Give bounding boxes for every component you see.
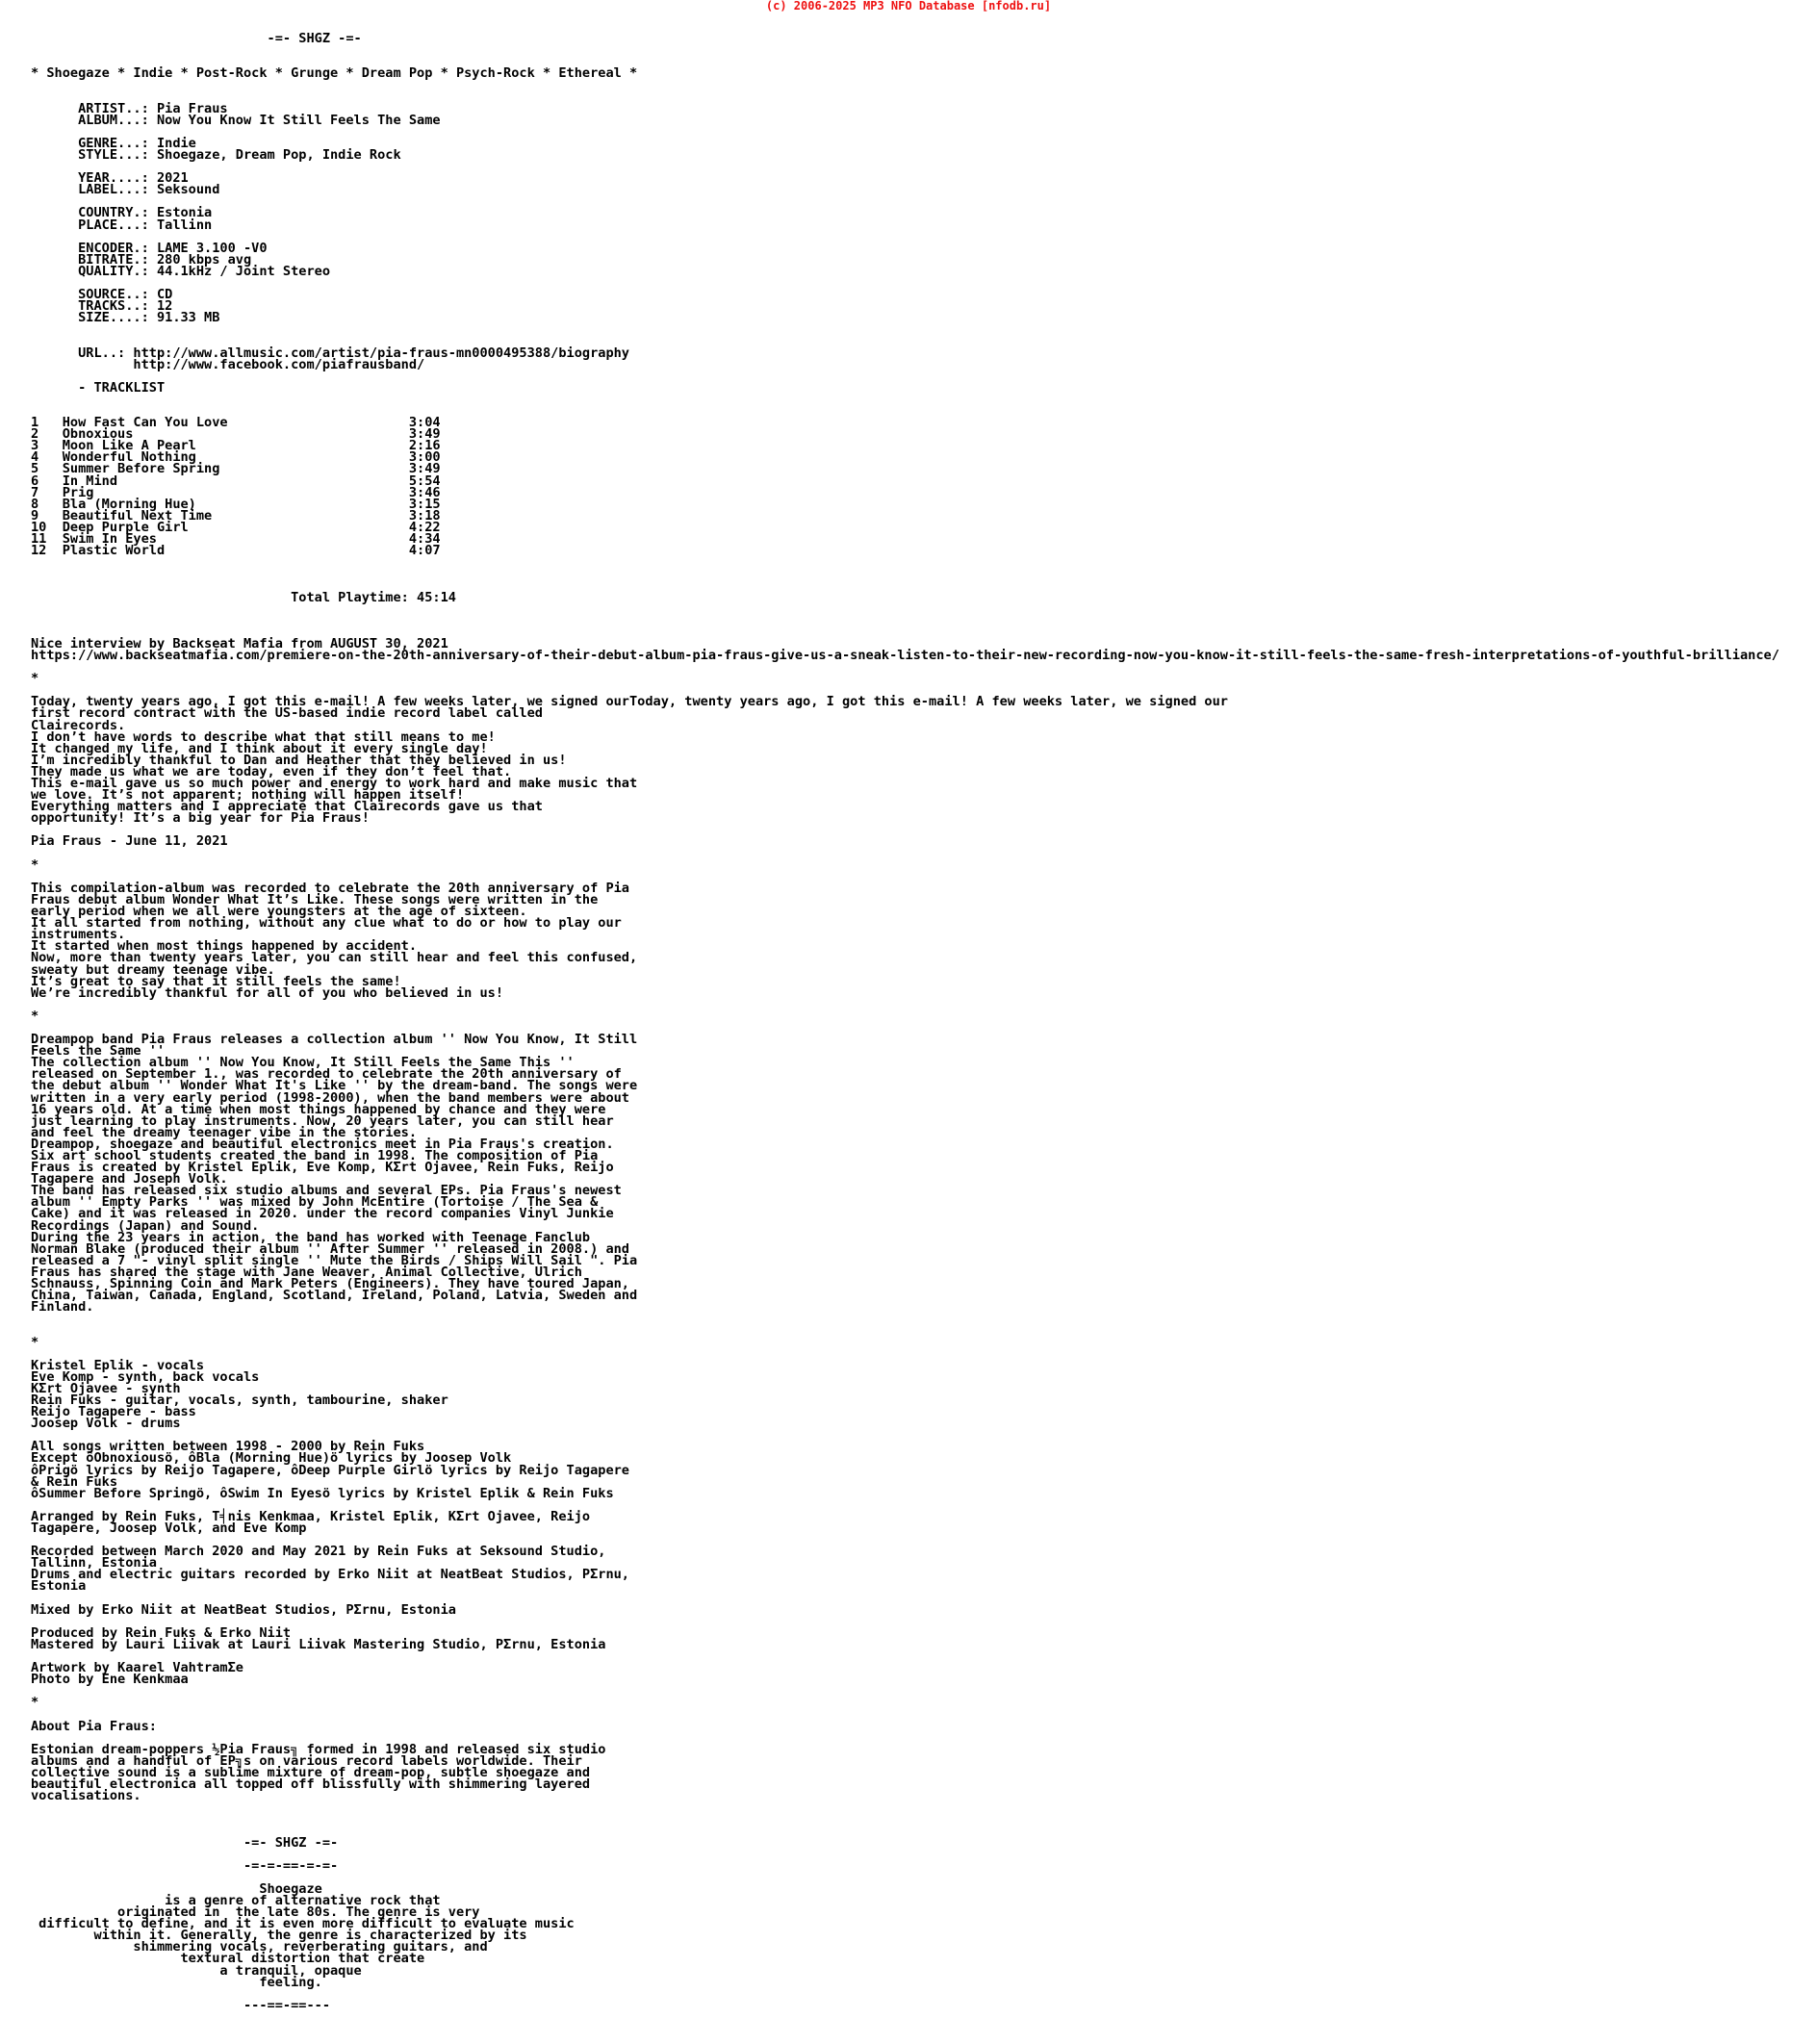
nfo-text-body: -=- SHGZ -=- * Shoegaze * Indie * Post-Rock * Grunge * Dream Pop * Psych-Rock * Ethereal * ARTIST..: Pia Fraus ALBUM...: Now You Know It Still Feels The Same GENRE...: Indie STYLE...: Shoegaze, Dream Pop, Indie Rock YEAR....: 2021 LABEL...: Seksound COUNTRY.: Estonia PLACE...: Tallinn ENCODER.: LAME 3.100 -V0 BITRATE.: 280 kbps avg QUALITY.: 44.1kHz / Joint Stereo SOURCE..: CD TRACKS..: 12 SIZE....: 91.33 MB URL..: http://www.allmusic.com/artist/pia-fraus-mn0000495388/biography http://www.facebook.com/piafrausband/ - TRACKLIST 1 How Fast Can You Love 3:04 2 Obnoxious 3:49 3 Moon Like A Pearl 2:16 4 Wonderful Nothing 3:00 5 Summer Before Spring 3:49 6 In Mind 5:54 7 Prig 3:46 8 Bla (Morning Hue) 3:15 9 Beautiful Next Time 3:18 10 Deep Purple Girl 4:22 11 Swim In Eyes 4:34 12 Plastic World 4:07 Total Playtime: 45:14 Nice interview by Backseat Mafia from AUGUST 30, 2021 https://www.backseatmafia.com/premiere-on-the-20th-anniversary-of-their-debut-album-pia-fraus-give-us-a-sneak-listen-to-their-new-recording-now-you-know-it-still-feels-the-same-fresh-interpretations-of-youthful-brilliance/ * Today, twenty years ago, I got this e-mail! A few weeks later, we signed ourToday, twenty years ago, I got this e-mail! A few weeks later, we signed our first record contract with the US-based indie record label called Clairecords. I don’t have words to describe what that still means to me! It changed my life, and I think about it every single day! I’m incredibly thankful to Dan and Heather that they believed in us! They made us what we are today, even if they don’t feel that. This e-mail gave us so much power and energy to work hard and make music that we love. It’s not apparent; nothing will happen itself! Everything matters and I appreciate that Clairecords gave us that opportunity! It’s a big year for Pia Fraus! Pia Fraus - June 11, 2021 * This compilation-album was recorded to celebrate the 20th anniversary of Pia Fraus debut album Wonder What It’s Like. These songs were written in the early period when we all were youngsters at the age of sixteen. It all started from nothing, without any clue what to do or how to play our instruments. It started when most things happened by accident. Now, more than twenty years later, you can still hear and feel this confused, sweaty but dreamy teenage vibe. It’s great to say that it still feels the same! We’re incredibly thankful for all of you who believed in us! * Dreampop band Pia Fraus releases a collection album '' Now You Know, It Still Feels the Same '' The collection album '' Now You Know, It Still Feels the Same This '' released on September 1., was recorded to celebrate the 20th anniversary of the debut album '' Wonder What It's Like '' by the dream-band. The songs were written in a very early period (1998-2000), when the band members were about 16 years old. At a time when most things happened by chance and they were just learning to play instruments. Now, 20 years later, you can still hear and feel the dreamy teenager vibe in the stories. Dreampop, shoegaze and beautiful electronics meet in Pia Fraus's creation. Six art school students created the band in 1998. The composition of Pia Fraus is created by Kristel Eplik, Eve Komp, KΣrt Ojavee, Rein Fuks, Reijo Tagapere and Joseph Volk. The band has released six studio albums and several EPs. Pia Fraus's newest album '' Empty Parks '' was mixed by John McEntire (Tortoise / The Sea & Cake) and it was released in 2020. under the record companies Vinyl Junkie Recordings (Japan) and Sound. During the 23 years in action, the band has worked with Teenage Fanclub Norman Blake (produced their album '' After Summer '' released in 2008.) and released a 7 "- vinyl split single '' Mute the Birds / Ships Will Sail ". Pia Fraus has shared the stage with Jane Weaver, Animal Collective, Ulrich Schnauss, Spinning Coin and Mark Peters (Engineers). They have toured Japan, China, Taiwan, Canada, England, Scotland, Ireland, Poland, Latvia, Sweden and Finland. * Kristel Eplik - vocals Eve Komp - synth, back vocals KΣrt Ojavee - synth Rein Fuks - guitar, vocals, synth, tambourine, shaker Reijo Tagapere - bass Joosep Volk - drums All songs written between 1998 - 2000 by Rein Fuks Except ôObnoxiousö, ôBla (Morning Hue)ö lyrics by Joosep Volk ôPrigö lyrics by Reijo Tagapere, ôDeep Purple Girlö lyrics by Reijo Tagapere & Rein Fuks ôSummer Before Springö, ôSwim In Eyesö lyrics by Kristel Eplik & Rein Fuks Arranged by Rein Fuks, T╡nis Kenkmaa, Kristel Eplik, KΣrt Ojavee, Reijo Tagapere, Joosep Volk, and Eve Komp Recorded between March 2020 and May 2021 by Rein Fuks at Seksound Studio, Tallinn, Estonia Drums and electric guitars recorded by Erko Niit at NeatBeat Studios, PΣrnu, Estonia Mixed by Erko Niit at NeatBeat Studios, PΣrnu, Estonia Produced by Rein Fuks & Erko Niit Mastered by Lauri Liivak at Lauri Liivak Mastering Studio, PΣrnu, Estonia Artwork by Kaarel VahtramΣe Photo by Ene Kenkmaa * About Pia Fraus: Estonian dream-poppers ½Pia Fraus╗ formed in 1998 and released six studio albums and a handful of EP╗s on various record labels worldwide. Their collective sound is a sublime mixture of dream-pop, subtle shoegaze and beautiful electronica all topped off blissfully with shimmering layered vocalisations. -=- SHGZ -=- -=-=-==-=-=- Shoegaze is a genre of alternative rock that originated in the late 80s. The genre is very difficult to define, and it is even more difficult to evaluate music within it. Generally, the genre is characterized by its shimmering vocals, reverberating guitars, and textural distortion that create a tranquil, opaque feeling. ---==-==---	[31, 31, 1779, 2013]
site-copyright-header: (c) 2006-2025 MP3 NFO Database [nfodb.ru]	[765, 0, 1052, 13]
